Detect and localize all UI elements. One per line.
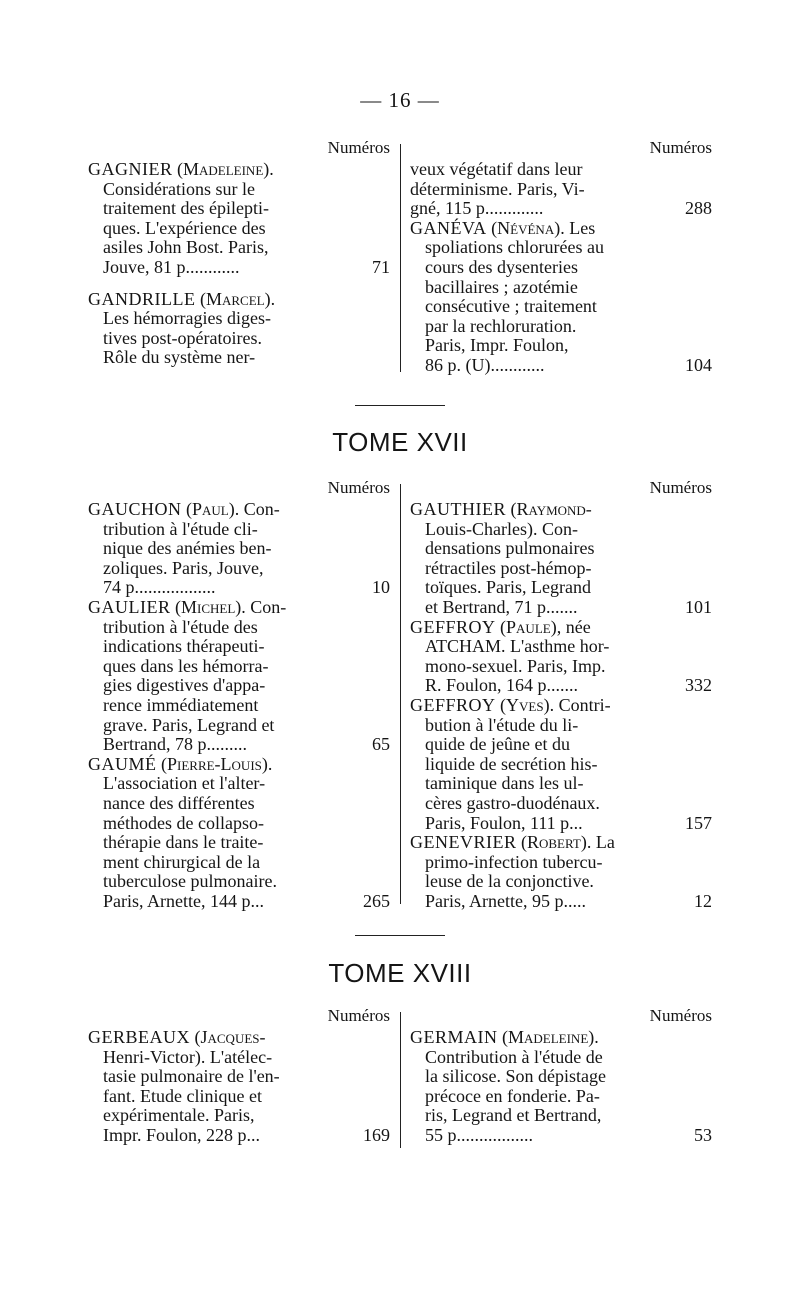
entry-line: Paris, Arnette, 144 p... bbox=[103, 890, 264, 911]
entry-number: 332 bbox=[685, 675, 712, 696]
entry-line-tail: Les bbox=[569, 217, 596, 238]
column-header: Numéros bbox=[649, 478, 712, 497]
entry-line: Rôle du système ner- bbox=[103, 347, 256, 368]
entry-number: 10 bbox=[372, 577, 390, 598]
entry-line: densations pulmonaires bbox=[425, 538, 595, 559]
entry-line: gies digestives d'appa- bbox=[103, 675, 266, 696]
column-header: Numéros bbox=[327, 1006, 390, 1025]
entry-line: Paris, Foulon, 111 p... bbox=[425, 812, 583, 833]
entry-line: spoliations chlorurées au bbox=[425, 237, 604, 258]
entry-line: Paris, Arnette, 95 p..... bbox=[425, 890, 586, 911]
entry-number: 101 bbox=[685, 596, 712, 617]
entry-given-name: (Madeleine). bbox=[502, 1027, 599, 1047]
entry-surname: GAGNIER bbox=[88, 159, 173, 179]
entry-given-name: (Robert). bbox=[521, 832, 592, 853]
entry-line: la silicose. Son dépistage bbox=[425, 1066, 606, 1087]
entry-line: cères gastro-duodénaux. bbox=[425, 792, 600, 813]
entry-number: 65 bbox=[372, 734, 390, 755]
entry-line: et Bertrand, 71 p....... bbox=[425, 596, 578, 617]
entry-line: thérapie dans le traite- bbox=[103, 832, 264, 853]
right-column bbox=[410, 1006, 712, 1146]
entry-gauchon bbox=[88, 500, 390, 598]
entry-line: indications thérapeuti- bbox=[103, 636, 265, 657]
entry-given-name: (Marcel). bbox=[199, 288, 276, 309]
entry-line: quide de jeûne et du bbox=[425, 734, 570, 755]
entry-number: 288 bbox=[685, 198, 712, 219]
entry-germain bbox=[410, 1028, 712, 1146]
entry-surname: GAUCHON bbox=[88, 499, 182, 519]
section-2 bbox=[0, 478, 800, 911]
entry-number: 12 bbox=[694, 890, 712, 911]
entry-given-name: (Névéna). bbox=[491, 217, 565, 238]
entry-line: Impr. Foulon, 228 p... bbox=[103, 1124, 261, 1145]
entry-line-tail: née bbox=[565, 616, 591, 637]
entry-line-tail: Contri- bbox=[558, 694, 611, 715]
column-header: Numéros bbox=[649, 138, 712, 157]
entry-line: précoce en fonderie. Pa- bbox=[425, 1085, 600, 1106]
entry-line: liquide de secrétion his- bbox=[425, 753, 598, 774]
entry-gauthier bbox=[410, 500, 712, 618]
entry-line: traitement des épilepti- bbox=[103, 198, 269, 219]
entry-line: tuberculose pulmonaire. bbox=[103, 871, 277, 892]
entry-line: Contribution à l'étude de bbox=[425, 1046, 603, 1067]
entry-gaulier bbox=[88, 598, 390, 755]
entry-line: tives post-opératoires. bbox=[103, 327, 262, 348]
column-divider bbox=[400, 484, 401, 904]
entry-given-name: (Paul). bbox=[186, 499, 240, 519]
entry-line: déterminisme. Paris, Vi- bbox=[410, 178, 585, 199]
entry-line: 86 p. (U)............ bbox=[425, 354, 545, 375]
entry-line: nance des différentes bbox=[103, 792, 255, 813]
column-header: Numéros bbox=[649, 1006, 712, 1025]
tome-heading: TOME XVII bbox=[332, 427, 468, 457]
entry-line: bacillaires ; azotémie bbox=[425, 276, 578, 297]
entry-geffroy-paule bbox=[410, 618, 712, 696]
entry-line-tail: Con- bbox=[243, 499, 280, 519]
entry-line: grave. Paris, Legrand et bbox=[103, 714, 275, 735]
entry-line: expérimentale. Paris, bbox=[103, 1105, 255, 1126]
entry-line: Henri-Victor). L'atélec- bbox=[103, 1046, 273, 1067]
entry-ganeva bbox=[410, 219, 712, 376]
entry-line: ques. L'expérience des bbox=[103, 217, 266, 238]
column-header: Numéros bbox=[327, 478, 390, 497]
entry-surname: GEFFROY bbox=[410, 616, 496, 637]
entry-gerbeaux bbox=[88, 1028, 390, 1146]
section-rule bbox=[355, 935, 445, 936]
right-column bbox=[410, 138, 712, 376]
entry-number: 71 bbox=[372, 256, 390, 277]
entry-number: 53 bbox=[694, 1124, 712, 1145]
entry-surname: GAUTHIER bbox=[410, 499, 506, 519]
entry-number: 265 bbox=[363, 890, 390, 911]
entry-line: cours des dysenteries bbox=[425, 256, 578, 277]
entry-number: 104 bbox=[685, 354, 712, 375]
entry-line: taminique dans les ul- bbox=[425, 773, 584, 794]
entry-gagnier bbox=[88, 160, 390, 278]
entry-surname: GANDRILLE bbox=[88, 288, 196, 309]
entry-given-name: (Michel). bbox=[175, 596, 246, 617]
entry-line: ment chirurgical de la bbox=[103, 851, 261, 872]
section-rule bbox=[355, 405, 445, 406]
entry-line-tail: Con- bbox=[250, 596, 287, 617]
entry-genevrier bbox=[410, 833, 712, 911]
left-column bbox=[88, 138, 390, 368]
entry-given-name: (Jacques- bbox=[194, 1027, 266, 1047]
entry-line: ris, Legrand et Bertrand, bbox=[425, 1105, 602, 1126]
entry-line: Bertrand, 78 p......... bbox=[103, 734, 247, 755]
entry-line: Louis-Charles). Con- bbox=[425, 518, 578, 539]
entry-surname: GANÉVA bbox=[410, 217, 487, 238]
entry-surname: GAULIER bbox=[88, 596, 171, 617]
entry-line: Considérations sur le bbox=[103, 178, 255, 199]
entry-gandrille-continued bbox=[410, 160, 712, 219]
entry-line: primo-infection tubercu- bbox=[425, 851, 603, 872]
entry-surname: GERMAIN bbox=[410, 1027, 498, 1047]
entry-line: zoliques. Paris, Jouve, bbox=[103, 557, 264, 578]
entry-line: fant. Etude clinique et bbox=[103, 1085, 262, 1106]
entry-surname: GEFFROY bbox=[410, 694, 496, 715]
entry-given-name: (Madeleine). bbox=[177, 159, 274, 179]
entry-line: leuse de la conjonctive. bbox=[425, 871, 594, 892]
column-divider bbox=[400, 1012, 401, 1148]
entry-line: Jouve, 81 p............ bbox=[103, 256, 240, 277]
page-number: — 16 — bbox=[360, 88, 440, 112]
entry-line: tribution à l'étude cli- bbox=[103, 518, 258, 539]
entry-line: asiles John Bost. Paris, bbox=[103, 237, 269, 258]
entry-surname: GERBEAUX bbox=[88, 1027, 190, 1047]
column-header: Numéros bbox=[327, 138, 390, 157]
entry-line: ques dans les hémorra- bbox=[103, 655, 269, 676]
section-1 bbox=[0, 138, 800, 378]
entry-line: bution à l'étude du li- bbox=[425, 714, 579, 735]
left-column bbox=[88, 478, 390, 911]
entry-line: R. Foulon, 164 p....... bbox=[425, 675, 579, 696]
entry-line: rence immédiatement bbox=[103, 694, 259, 715]
entry-line: veux végétatif dans leur bbox=[410, 159, 583, 179]
entry-line: gné, 115 p............. bbox=[410, 198, 544, 219]
entry-line: L'association et l'alter- bbox=[103, 773, 266, 794]
entry-given-name: (Paule), bbox=[500, 616, 562, 637]
entry-given-name: (Yves). bbox=[500, 694, 555, 715]
entry-line: 55 p................. bbox=[425, 1124, 533, 1145]
entry-line: par la rechloruration. bbox=[425, 315, 577, 336]
entry-number: 169 bbox=[363, 1124, 390, 1145]
entry-line: consécutive ; traitement bbox=[425, 296, 597, 317]
entry-surname: GENEVRIER bbox=[410, 832, 517, 853]
entry-given-name: (Pierre-Louis). bbox=[161, 753, 273, 774]
entry-gaume bbox=[88, 755, 390, 912]
section-3 bbox=[0, 1006, 800, 1156]
entry-line: mono-sexuel. Paris, Imp. bbox=[425, 655, 606, 676]
left-column bbox=[88, 1006, 390, 1146]
column-divider bbox=[400, 144, 401, 372]
entry-line: nique des anémies ben- bbox=[103, 538, 272, 559]
entry-geffroy-yves bbox=[410, 696, 712, 833]
entry-line: tribution à l'étude des bbox=[103, 616, 258, 637]
entry-number: 157 bbox=[685, 812, 712, 833]
right-column bbox=[410, 478, 712, 911]
entry-line: rétractiles post-hémop- bbox=[425, 557, 592, 578]
entry-line: méthodes de collapso- bbox=[103, 812, 264, 833]
entry-surname: GAUMÉ bbox=[88, 753, 157, 774]
entry-line: tasie pulmonaire de l'en- bbox=[103, 1066, 280, 1087]
entry-line-tail: La bbox=[595, 832, 615, 853]
entry-line: Paris, Impr. Foulon, bbox=[425, 335, 569, 356]
entry-gandrille bbox=[88, 290, 390, 368]
entry-line: Les hémorragies diges- bbox=[103, 308, 271, 329]
tome-heading: TOME XVIII bbox=[328, 958, 472, 988]
entry-given-name: (Raymond- bbox=[510, 499, 592, 519]
entry-line: toïques. Paris, Legrand bbox=[425, 577, 591, 598]
entry-line: 74 p.................. bbox=[103, 577, 216, 598]
entry-line: ATCHAM. L'asthme hor- bbox=[425, 636, 610, 657]
